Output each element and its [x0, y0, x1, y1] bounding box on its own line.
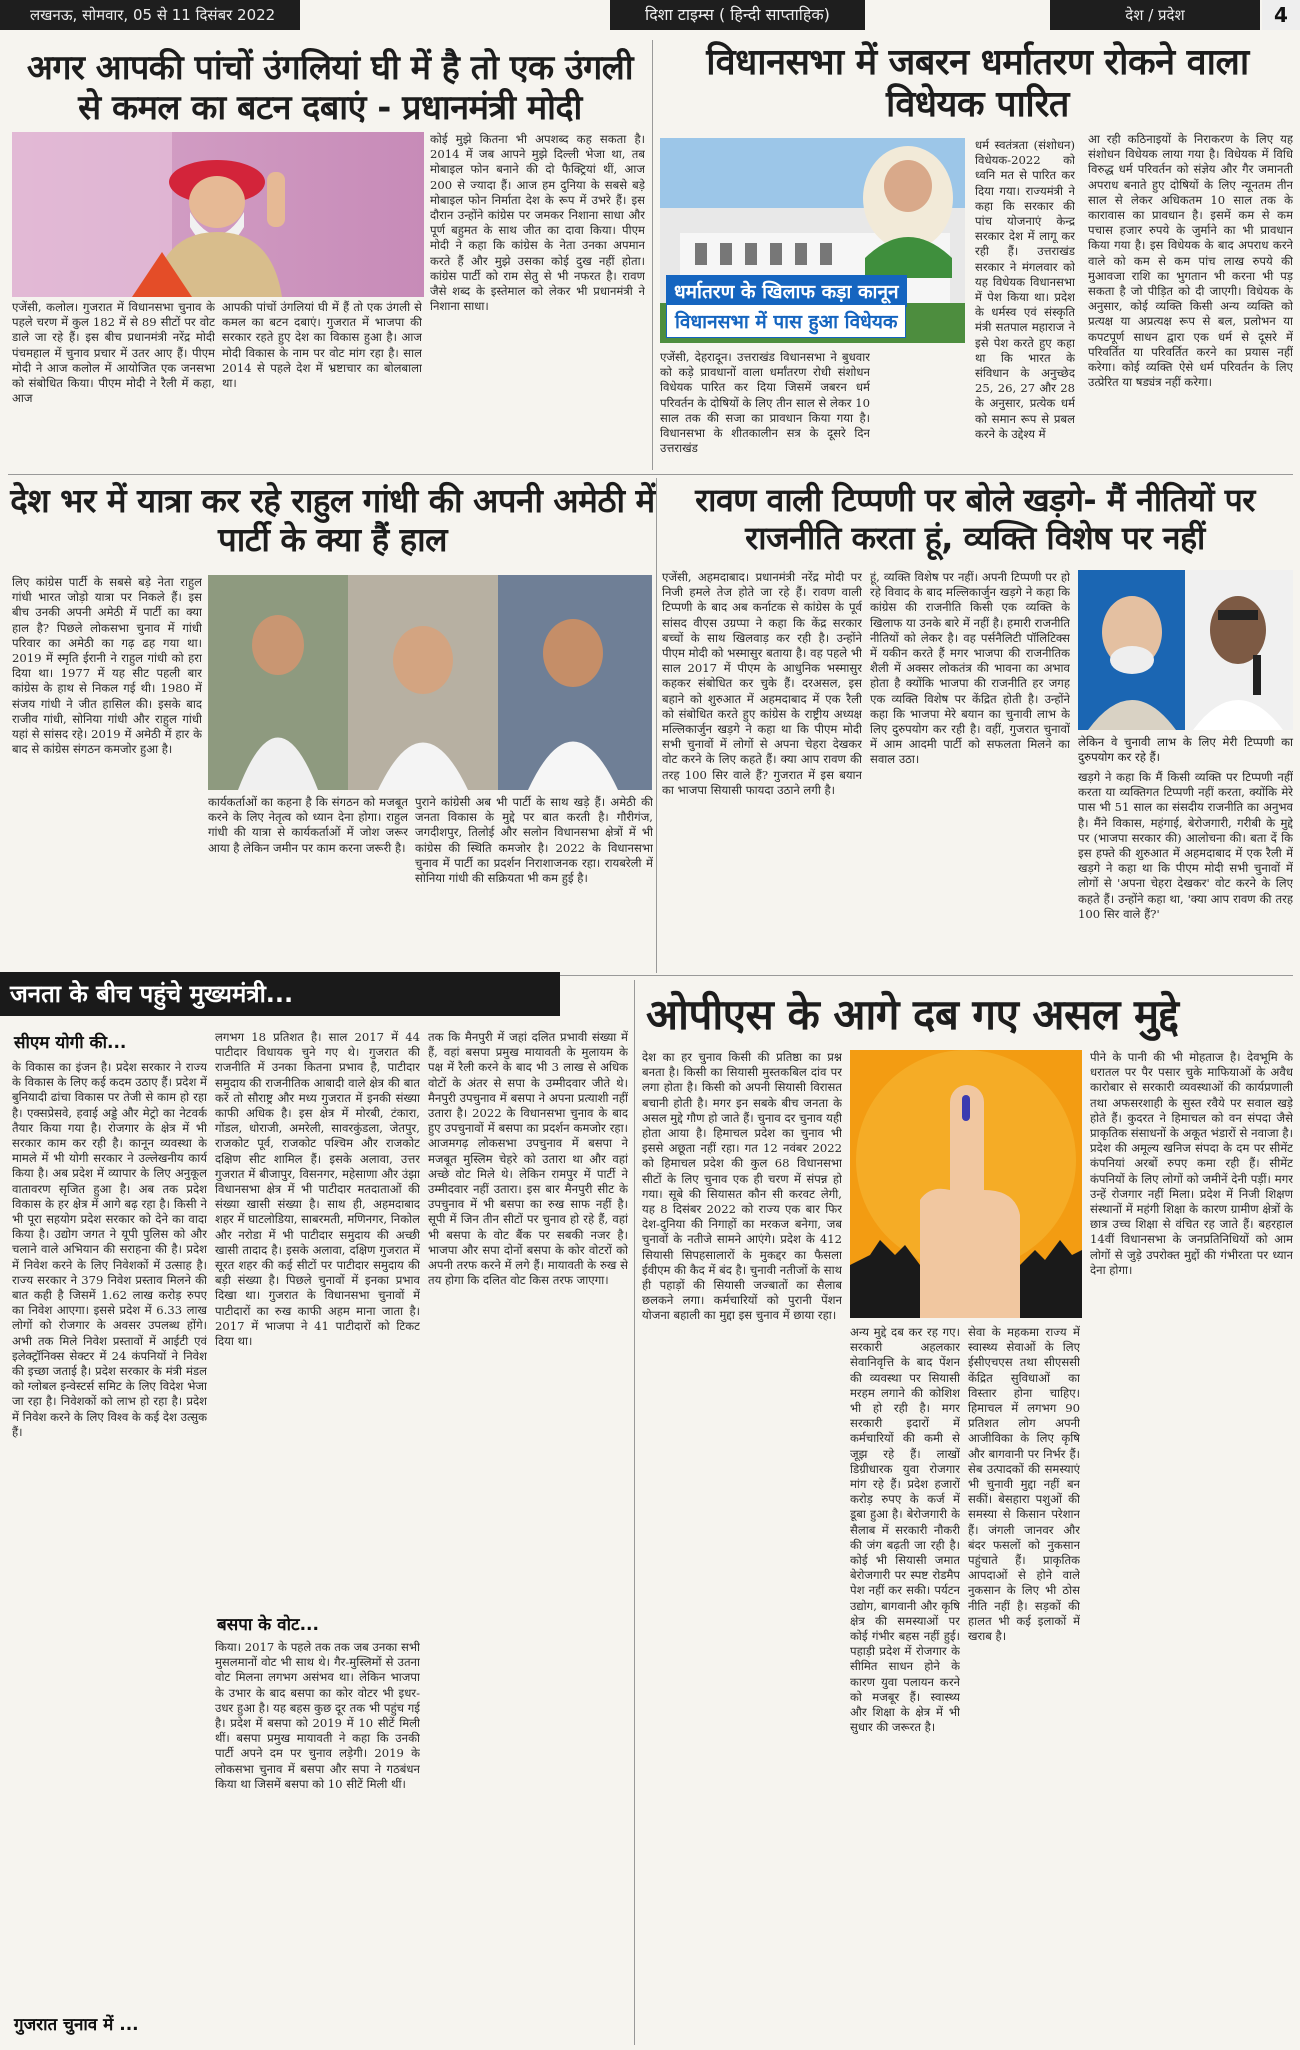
story2-headline: विधानसभा में जबरन धर्मातरण रोकने वाला विधेयक पारित — [706, 42, 1249, 126]
story5-subhead: सीएम योगी की... — [14, 1033, 127, 1053]
story5-subhead-bsp: बसपा के वोट... — [217, 1615, 319, 1635]
story6-photo-voting-finger — [850, 1050, 1082, 1318]
masthead-section: देश / प्रदेश — [1050, 0, 1260, 30]
story4-photo-art — [1078, 570, 1293, 730]
story6-column-d: पीने के पानी की भी मोहताज है। देवभूमि के धरातल पर पैर पसार चुके माफियाओं के अवैध कारोबार से सरकारी व्यवस्थाओं की कार्यप्रणाली तथा अफसरशाही के सुस्त रवैये पर सवाल खड़े होते हैं। कुदरत ने हिमाचल को वन संपदा जैसे प्राकृतिक संसाधनों के अकूत भंडारों से नवाजा है। प्रदेश की अमूल्य खनिज संपदा के दम पर सीमेंट कंपनियां अरबों रुपए कमा रही हैं। सीमेंट कंपनियों के लिए लोगों को जमीनें देनी पड़ीं। मगर उन्हें रोजगार नहीं मिला। प्रदेश में निजी शिक्षण संस्थानों में महंगी शिक्षा के कारण ग्रामीण क्षेत्रों के छात्र उच्च शिक्षा से वंचित रह जाते हैं। बहरहाल 14वीं विधानसभा के जनप्रतिनिधियों को आम लोगों से जुड़े उपरोक्त मुद्दों की गंभीरता पर ध्यान देना होगा। — [1090, 1050, 1293, 1277]
story3-column-c: पुराने कांग्रेसी अब भी पार्टी के साथ खड़े हैं। अमेठी की जनता विकास के मुद्दे पर बात करती है। गौरीगंज, जगदीशपुर, तिलोई और सलोन विधानसभा क्षेत्रों में भी कांग्रेस की स्थिति कमजोर है। 2022 के विधानसभा चुनाव में पार्टी का प्रदर्शन निराशाजनक रहा। रायबरेली में सोनिया गांधी की सक्रियता भी कम हुई है। — [415, 795, 653, 886]
story4-column-c: खड़गे ने कहा कि मैं किसी व्यक्ति पर टिप्पणी नहीं करता या व्यक्तिगत टिप्पणी नहीं करता, क्योंकि मेरे पास भी 51 साल का संसदीय राजनीति का अनुभव है। मैंने विकास, महंगाई, बेरोजगारी, गरीबी के मुद्दे पर (भाजपा सरकार की) आलोचना की। बता दें कि इस हफ्ते की शुरुआत में अहमदाबाद में एक रैली में खड़गे ने कहा था कि पीएम मोदी सभी चुनावों में लोगों से 'अपना चेहरा देखकर' वोट करने के लिए कहते हैं। उन्होंने कहा था, 'क्या आप रावण की तरह 100 सिर वाले हैं?' — [1078, 770, 1293, 921]
masthead-date: लखनऊ, सोमवार, 05 से 11 दिसंबर 2022 — [0, 0, 300, 30]
story3-column-a: लिए कांग्रेस पार्टी के सबसे बड़े नेता राहुल गांधी भारत जोड़ो यात्रा पर निकले हैं। इस बीच उनकी अपनी अमेठी में पार्टी का क्या हाल है? पिछले लोकसभा चुनाव में गांधी परिवार का अमेठी का गढ़ ढह गया था। 2019 में स्मृति ईरानी ने राहुल गांधी को हरा दिया था। 1977 में यह सीट पहली बार कांग्रेस के हाथ से निकल गई थी। 1980 में संजय गांधी ने जीत हासिल की। इसके बाद राजीव गांधी, सोनिया गांधी और राहुल गांधी यहां से सांसद रहे। 2019 में अमेठी में हार के बाद से कांग्रेस संगठन कमजोर हुआ है। — [12, 575, 202, 757]
story5-subhead-gujarat: गुजरात चुनाव में ... — [14, 2015, 139, 2035]
story2-column-b: धर्म स्वतंत्रता (संशोधन) विधेयक-2022 को ध्वनि मत से पारित कर दिया गया। राज्यमंत्री ने कहा कि सरकार की पांच योजनाएं केन्द्र सरकार देश में लागू कर रही हैं। उत्तराखंड सरकार ने मंगलवार को यह विधेयक विधानसभा में पेश किया था। प्रदेश के धर्मस्व एवं संस्कृति मंत्री सतपाल महाराज ने इसे पेश करते हुए कहा था कि भारत के संविधान के अनुच्छेद 25, 26, 27 और 28 के अनुसार, प्रत्येक धर्म को समान रूप से प्रबल करने के उद्देश्य में — [975, 138, 1075, 441]
story1-column-a: एजेंसी, कलोल। गुजरात में विधानसभा चुनाव के पहले चरण में कुल 182 में से 89 सीटों पर वोट डाले जा रहे हैं। इस बीच प्रधानमंत्री नरेंद्र मोदी पंचमहाल में चुनाव प्रचार में उतर आए हैं। पीएम मोदी ने आज कलोल में आयोजित एक जनसभा को संबोधित किया। पीएम मोदी ने रैली में कहा, आज — [12, 300, 215, 406]
story3-column-b: कार्यकर्ताओं का कहना है कि संगठन को मजबूत करने के लिए नेतृत्व को ध्यान देना होगा। राहुल गांधी की यात्रा से कार्यकर्ताओं में जोश जरूर आया है लेकिन जमीन पर काम करना जरूरी है। — [208, 795, 408, 855]
divider-vertical-top — [652, 40, 653, 470]
divider-horizontal-1 — [8, 474, 1293, 475]
divider-vertical-bottom — [634, 980, 635, 2045]
story2-caption-passed: विधानसभा में पास हुआ विधेयक — [666, 304, 906, 338]
story5-column-a: के विकास का इंजन है। प्रदेश सरकार ने राज्य के विकास के लिए कई कदम उठाए हैं। प्रदेश में बुनियादी ढांचा विकास पर तेजी से काम हो रहा है। एक्सप्रेसवे, हवाई अड्डे और मेट्रो का नेटवर्क तैयार किया गया है। रोजगार के क्षेत्र में भी सरकार काम कर रही है। कानून व्यवस्था के मामले में भी योगी सरकार ने उल्लेखनीय कार्य किया है। अब प्रदेश में व्यापार के लिए अनुकूल वातावरण सृजित हुआ है। अब तक प्रदेश विकास के हर क्षेत्र में आगे बढ़ रहा है। किसी ने भी पूरा सहयोग प्रदेश सरकार को देने का वादा किया है। उद्योग जगत ने यूपी पुलिस को और चलाने वाले अभियान की सराहना की है। प्रदेश में निवेश करने के लिए निवेशकों में उत्साह है। राज्य सरकार ने 379 निवेश प्रस्ताव मिलने की बात कही है जिसमें 1.62 लाख करोड़ रुपए का निवेश आएगा। इससे प्रदेश में 6.33 लाख लोगों को रोजगार के अवसर उपलब्ध होंगे। अभी तक मिले निवेश प्रस्तावों में आईटी एवं इलेक्ट्रॉनिक्स सेक्टर में 24 कंपनियों ने निवेश की इच्छा जताई है। प्रदेश सरकार के मंत्री मंडल को ग्लोबल इन्वेस्टर्स समिट के लिए विदेश भेजा जा रहा है। निवेशकों को लाभ हो रहा है। प्रदेश में निवेश करने के लिए विश्व के कई देश उत्सुक हैं। — [12, 1060, 207, 1439]
story5-strip-title: जनता के बीच पहुंचे मुख्यमंत्री... — [0, 972, 560, 1016]
story1-headline: अगर आपकी पांचों उंगलियां घी में है तो एक उंगली से कमल का बटन दबाएं - प्रधानमंत्री मोदी — [26, 48, 634, 129]
story4-photo-caption: लेकिन वे चुनावी लाभ के लिए मेरी टिप्पणी का दुरुपयोग कर रहे हैं। — [1078, 735, 1293, 764]
story4-photo-modi-kharge — [1078, 570, 1293, 730]
story6-photo-art — [850, 1050, 1082, 1318]
story2-column-a: एजेंसी, देहरादून। उत्तराखंड विधानसभा ने बुधवार को कड़े प्रावधानों वाला धर्मांतरण रोधी संशोधन विधेयक पारित कर दिया जिसमें जबरन धर्म परिवर्तन के दोषियों के लिए तीन साल से लेकर 10 साल तक की सजा का प्रावधान किया गया है। विधानसभा के शीतकालीन सत्र के दूसरे दिन उत्तराखंड — [660, 350, 870, 456]
story4-column-a: एजेंसी, अहमदाबाद। प्रधानमंत्री नरेंद्र मोदी पर निजी हमले तेज होते जा रहे हैं। रावण वाली टिप्पणी के बाद अब कर्नाटक से कांग्रेस के पूर्व सांसद वीएस उग्रप्पा ने कहा कि केंद्र सरकार बच्चों के साथ खिलवाड़ कर रही है। उन्होंने पीएम मोदी को भस्मासुर बताया है। वह पहले भी साल 2017 में पीएम के आधुनिक भस्मासुर कहकर संबोधित कर चुके हैं। दरअसल, इस बहाने को शुरुआत में अहमदाबाद में एक रैली को संबोधित करते हुए कांग्रेस के राष्ट्रीय अध्यक्ष मल्लिकार्जुन खड़गे ने कहा था कि पीएम मोदी सभी चुनावों में लोगों से अपना चेहरा देखकर वोट करने के लिए कहते हैं। क्या आप रावण की तरह 100 सिर वाले हैं? गुजरात में इस बयान का भाजपा सियासी फायदा उठाने लगी है। — [662, 570, 862, 797]
story5-column-b: लगभग 18 प्रतिशत है। साल 2017 में 44 पाटीदार विधायक चुने गए थे। गुजरात की राजनीति में उनका कितना प्रभाव है, पाटीदार समुदाय की राजनीतिक आबादी वाले क्षेत्र की बात करें तो सौराष्ट्र और मध्य गुजरात में इनकी संख्या काफी अधिक है। इस क्षेत्र में मोरबी, टंकारा, गोंडल, धोराजी, अमरेली, सावरकुंडला, जेतपुर, राजकोट पूर्व, राजकोट पश्चिम और राजकोट दक्षिण सीट शामिल हैं। इसके अलावा, उत्तर गुजरात में बीजापुर, विसनगर, महेसाणा और उंझा विधानसभा क्षेत्र में भी पाटीदार मतदाताओं की संख्या खासी संख्या है। साथ ही, अहमदाबाद शहर में घाटलोडिया, साबरमती, मणिनगर, निकोल और नरोडा में भी पाटीदार समुदाय की अच्छी खासी तादाद है। इसके अलावा, दक्षिण गुजरात में सूरत शहर की कई सीटों पर पाटीदार समुदाय की बड़ी संख्या है। पिछले चुनावों में इनका प्रभाव दिखा था। गुजरात के विधानसभा चुनावों में पाटीदारों का रुख काफी अहम माना जाता है। 2017 में भाजपा ने 41 पाटीदारों को टिकट दिया था। — [215, 1030, 420, 1349]
story6-column-c: सेवा के महकमा राज्य में स्वास्थ्य सेवाओं के लिए ईसीएचएस तथा सीएससी केंद्रित सुविधाओं का विस्तार होना चाहिए। हिमाचल में लगभग 90 प्रतिशत लोग अपनी आजीविका के लिए कृषि और बागवानी पर निर्भर हैं। सेब उत्पादकों की समस्याएं भी चुनावी मुद्दा नहीं बन सकीं। बेसहारा पशुओं की समस्या से किसान परेशान हैं। जंगली जानवर और बंदर फसलों को नुकसान पहुंचाते हैं। प्राकृतिक आपदाओं से होने वाले नुकसान के लिए भी ठोस नीति नहीं है। सड़कों की हालत भी कई इलाकों में खराब है। — [968, 1325, 1080, 1644]
divider-vertical-mid — [656, 478, 657, 973]
story3-photo-rahul-collage — [208, 575, 652, 790]
story5-column-b2: किया। 2017 के पहले तक तक जब उनका सभी मुसलमानों वोट भी साथ थे। गैर-मुस्लिमों से उतना वोट मिलना लगभग असंभव था। लेकिन भाजपा के उभार के बाद बसपा का कोर वोटर भी इधर-उधर हुआ है। यह बहस कुछ दूर तक भी पहुंच गई है। प्रदेश में बसपा को 2019 में 10 सीटें मिली थीं। बसपा प्रमुख मायावती ने कहा कि उनकी पार्टी अपने दम पर चुनाव लड़ेगी। 2019 के लोकसभा चुनाव में बसपा और सपा ने गठबंधन किया था जिसमें बसपा को 10 सीटें मिली थीं। — [215, 1640, 420, 1791]
story2-column-c: आ रही कठिनाइयों के निराकरण के लिए यह संशोधन विधेयक लाया गया है। विधेयक में विधि विरुद्ध धर्म परिवर्तन को संज्ञेय और गैर जमानती अपराध बनाते हुए दोषियों के लिए न्यूनतम तीन साल से लेकर अधिकतम 10 साल तक के कारावास का प्रावधान है। इसमें कम से कम पचास हजार रुपये के जुर्माने का भी प्रावधान किया गया है। इस विधेयक के बाद अपराध करने वाले को कम से कम पांच लाख रुपये की मुआवजा राशि का भुगतान भी करना भी पड़ सकता है जो पीड़ित को दी जाएगी। विधेयक के अनुसार, कोई व्यक्ति किसी अन्य व्यक्ति को प्रत्यक्ष या अप्रत्यक्ष रूप से बल, प्रलोभन या कपटपूर्ण साधन द्वारा एक धर्म से दूसरे में परिवर्तित या परिवर्तित करने का प्रयास नहीं करेगा। कोई व्यक्ति ऐसे धर्म परिवर्तन के लिए उत्प्रेरित या षड्यंत्र नहीं करेगा। — [1088, 132, 1293, 390]
story1-photo-art — [12, 132, 424, 297]
story2-caption-law: धर्मातरण के खिलाफ कड़ा कानून — [666, 275, 907, 307]
masthead-page-number: 4 — [1262, 0, 1300, 30]
story6-column-b: अन्य मुद्दे दब कर रह गए। सरकारी अहलकार सेवानिवृत्ति के बाद पेंशन की व्यवस्था पर सियासी मरहम लगाने की कोशिश भी हो रही है। मगर सरकारी इदारों में कर्मचारियों की कमी से जूझ रहे हैं। लाखों डिग्रीधारक युवा रोजगार मांग रहे हैं। प्रदेश हजारों करोड़ रुपए के कर्ज में डूबा हुआ है। बेरोजगारी के सैलाब में सरकारी नौकरी की जंग बढ़ती जा रही है। कोई भी सियासी जमात बेरोजगारी पर स्पष्ट रोडमैप पेश नहीं कर सकी। पर्यटन उद्योग, बागवानी और कृषि क्षेत्र की समस्याओं पर कोई गंभीर बहस नहीं हुई। पहाड़ी प्रदेश में रोजगार के सीमित साधन होने के कारण युवा पलायन करने को मजबूर हैं। स्वास्थ्य और शिक्षा के क्षेत्र में भी सुधार की जरूरत है। — [850, 1325, 960, 1735]
story4-column-b: हूं, व्यक्ति विशेष पर नहीं। अपनी टिप्पणी पर हो रहे विवाद के बाद मल्लिकार्जुन खड़गे ने कहा कि कांग्रेस की राजनीति किसी एक व्यक्ति के खिलाफ या उनके बारे में नहीं है। हमारी राजनीति नीतियों को लेकर है। वह पर्सनैलिटी पॉलिटिक्स में यकीन करते हैं मगर भाजपा की राजनीतिक शैली में अक्सर लोकतंत्र की भावना का अभाव होता है क्योंकि भाजपा की राजनीति हर जगह एक व्यक्ति विशेष पर केंद्रित होती है। उन्होंने कहा कि भाजपा मेरे बयान का चुनावी लाभ के लिए दुरुपयोग कर रही है। वहीं, गुजरात चुनावों में आम आदमी पार्टी को सफलता मिलने का सवाल उठा। — [870, 570, 1070, 767]
story5-column-c: तक कि मैनपुरी में जहां दलित प्रभावी संख्या में हैं, वहां बसपा प्रमुख मायावती के मुलायम के पक्ष में रैली करने के बाद भी 3 लाख से अधिक वोटों के अंतर से सपा के उम्मीदवार जीते थे। मैनपुरी उपचुनाव में बसपा ने अपना प्रत्याशी नहीं उतारा है। 2022 के विधानसभा चुनाव के बाद हुए उपचुनावों में बसपा का प्रदर्शन कमजोर रहा। आजमगढ़ लोकसभा उपचुनाव में बसपा ने मजबूत मुस्लिम चेहरे को उतारा था और वहां अच्छे वोट मिले थे। लेकिन रामपुर में पार्टी ने उम्मीदवार नहीं उतारा। इस बार मैनपुरी सीट के उपचुनाव में भी बसपा का रुख साफ नहीं है। सूपी में जिन तीन सीटों पर चुनाव हो रहे हैं, वहां भी बसपा के वोट बैंक पर सबकी नजर है। भाजपा और सपा दोनों बसपा के कोर वोटरों को अपनी तरफ करने में लगे हैं। मायावती के रुख से तय होगा कि दलित वोट किस तरफ जाएगा। — [428, 1030, 628, 1288]
masthead — [0, 0, 1300, 34]
story3-headline: देश भर में यात्रा कर रहे राहुल गांधी की अपनी अमेठी में पार्टी के क्या हैं हाल — [10, 481, 655, 559]
story6-headline: ओपीएस के आगे दब गए असल मुद्दे — [646, 990, 1179, 1039]
story1-photo-modi-rally — [12, 132, 424, 297]
masthead-paper-name: दिशा टाइम्स ( हिन्दी साप्ताहिक) — [610, 0, 865, 30]
story1-column-c: कोई मुझे कितना भी अपशब्द कह सकता है। 2014 में जब आपने मुझे दिल्ली भेजा था, तब मोबाइल फोन बनाने की दो फैक्ट्रियां थीं, आज 200 से ज्यादा हैं। आज हम दुनिया के सबसे बड़े मोबाइल फोन निर्माता देश के रूप में उभरे हैं। इस दौरान उन्होंने कांग्रेस पर जमकर निशाना साधा और पूर्ण बहुमत के साथ जीत का दावा किया। पीएम मोदी ने कहा कि कांग्रेस के नेता उनका अपमान करते हैं और मुझे उसका कोई दुख नहीं होता। कांग्रेस पार्टी को राम सेतु से भी नफरत है। रावण जैसे शब्द के इस्तेमाल को लेकर भी प्रधानमंत्री ने निशाना साधा। — [430, 132, 645, 314]
story4-headline: रावण वाली टिप्पणी पर बोले खड़गे- मैं नीतियों पर राजनीति करता हूं, व्यक्ति विशेष पर नहीं — [695, 481, 1255, 557]
story6-column-a: देश का हर चुनाव किसी की प्रतिष्ठा का प्रश्न बनता है। किसी का सियासी मुस्तकबिल दांव पर लगा होता है। किसी को अपनी सियासी विरासत बचानी होती है। मगर इन सबके बीच जनता के असल मुद्दे गौण हो जाते हैं। चुनाव दर चुनाव यही होता आया है। हिमाचल प्रदेश का चुनाव भी इससे अछूता नहीं रहा। गत 12 नवंबर 2022 को हिमाचल प्रदेश की कुल 68 विधानसभा सीटों के लिए चुनाव एक ही चरण में संपन्न हो गया। सूबे की सियासत कौन सी करवट लेगी, यह 8 दिसंबर 2022 को राज्य एक बार फिर देश-दुनिया की निगाहों का मरकज बनेगा, जब चुनावों के नतीजे सामने आएंगे। प्रदेश के 412 सियासी सिपहसालारों के मुकद्दर का फैसला ईवीएम की कैद में बंद है। चुनावी नतीजों के साथ ही पहाड़ों की सियासी जज्बातों का सैलाब छलकने लगा। कर्मचारियों को पुरानी पेंशन योजना बहाली का मुद्दा इस चुनाव में छाया रहा। — [642, 1050, 842, 1323]
story1-column-b: आपकी पांचों उंगलियां घी में हैं तो एक उंगली से कमल का बटन दबाएं। गुजरात में भाजपा की सरकार रहते हुए देश का विकास हुआ है। आज मोदी विकास के नाम पर वोट मांग रहा है। साल 2014 से पहले देश में भ्रष्टाचार का बोलबाला था। — [222, 300, 422, 391]
story3-photo-art — [208, 575, 652, 790]
